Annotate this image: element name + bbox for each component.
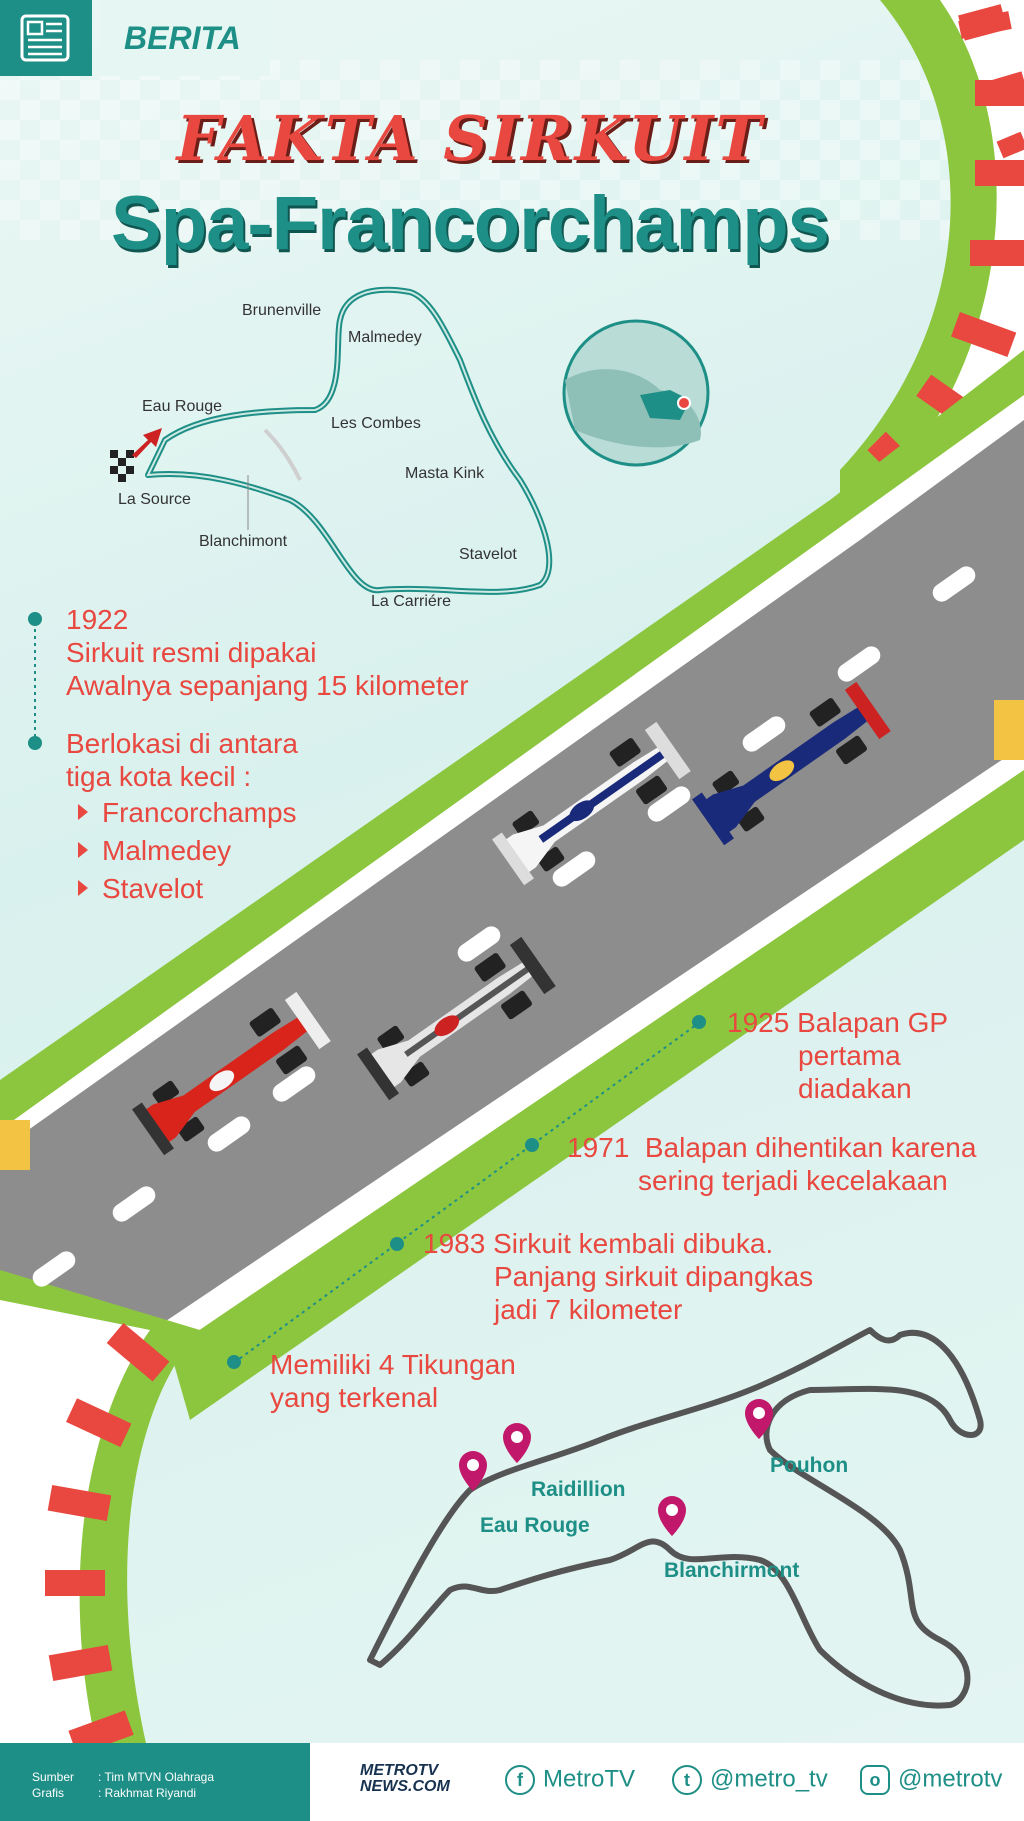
credit-source bbox=[32, 1770, 214, 1784]
fact-tikungan-line-2: yang terkenal bbox=[270, 1382, 439, 1413]
twitter-link[interactable] bbox=[672, 1765, 828, 1795]
fact-1971-line-1: Balapan dihentikan karena bbox=[644, 1132, 977, 1163]
fact-1925-line-3: diadakan bbox=[798, 1073, 912, 1104]
bullet-arrow-icon bbox=[78, 842, 88, 858]
credit-source-value: : Tim MTVN Olahraga bbox=[98, 1770, 215, 1784]
town-label: Francorchamps bbox=[102, 797, 297, 828]
map-label-stavelot: Stavelot bbox=[459, 546, 517, 563]
location-globe bbox=[564, 321, 708, 465]
instagram-icon: o bbox=[860, 1765, 890, 1795]
metrotv-logo[interactable] bbox=[330, 1763, 450, 1795]
fact-1925 bbox=[727, 1006, 948, 1105]
fact-1922-year: 1922 bbox=[66, 604, 129, 635]
fact-1983-line-2: Panjang sirkuit dipangkas bbox=[494, 1261, 814, 1292]
corner-label-eau-rouge: Eau Rouge bbox=[480, 1514, 590, 1537]
fact-1922 bbox=[66, 603, 469, 702]
fact-1922-line-2: Awalnya sepanjang 15 kilometer bbox=[66, 670, 469, 701]
header bbox=[0, 0, 1024, 76]
fact-1925-line-1: 1925 Balapan GP bbox=[727, 1007, 949, 1038]
fact-1983-line-1: 1983 Sirkuit kembali dibuka. bbox=[423, 1228, 774, 1259]
corner-label-blanchirmont: Blanchirmont bbox=[664, 1559, 800, 1582]
footer bbox=[0, 1743, 1024, 1821]
instagram-link[interactable] bbox=[860, 1765, 1002, 1795]
twitter-icon: t bbox=[672, 1765, 702, 1795]
corner-label-raidillion: Raidillion bbox=[531, 1478, 626, 1501]
town-label: Stavelot bbox=[102, 873, 204, 904]
credit-source-key: Sumber bbox=[32, 1770, 75, 1784]
facebook-icon: f bbox=[505, 1765, 535, 1795]
timeline-dot-1925 bbox=[692, 1015, 706, 1029]
fact-1971 bbox=[567, 1131, 976, 1197]
map-label-malmedey: Malmedey bbox=[348, 329, 422, 346]
map-label-blanchimont: Blanchimont bbox=[199, 533, 288, 550]
town-item bbox=[78, 835, 231, 867]
title-line-2: Spa-Francorchamps bbox=[111, 181, 829, 266]
map-label-eau-rouge: Eau Rouge bbox=[142, 398, 223, 415]
instagram-handle: @metrotv bbox=[898, 1765, 1003, 1793]
fact-location-line-1: Berlokasi di antara bbox=[66, 728, 298, 759]
corner-label-pouhon: Pouhon bbox=[770, 1454, 849, 1477]
header-tag-label: BERITA bbox=[124, 19, 241, 56]
fact-1983-line-3: jadi 7 kilometer bbox=[494, 1294, 683, 1325]
facebook-handle: MetroTV bbox=[543, 1765, 636, 1793]
fact-1971-year: 1971 bbox=[567, 1132, 630, 1163]
metrotv-logo-line-2: NEWS.COM bbox=[360, 1778, 450, 1795]
map-label-masta-kink: Masta Kink bbox=[405, 465, 485, 482]
credit-graphic-value: : Rakhmat Riyandi bbox=[98, 1786, 197, 1800]
map-label-les-combes: Les Combes bbox=[331, 415, 421, 432]
twitter-handle: @metro_tv bbox=[710, 1765, 828, 1793]
map-label-brunenville: Brunenville bbox=[242, 302, 322, 319]
timeline-dot-tikungan bbox=[227, 1355, 241, 1369]
fact-1925-line-2: pertama bbox=[798, 1040, 901, 1071]
credits-box bbox=[0, 1743, 310, 1821]
header-icon-box bbox=[0, 0, 92, 76]
town-item bbox=[78, 873, 203, 905]
bullet-arrow-icon bbox=[78, 804, 88, 820]
town-item bbox=[78, 797, 297, 829]
header-tag[interactable] bbox=[100, 0, 270, 76]
timeline-dot-1922 bbox=[28, 612, 42, 626]
fact-tikungan bbox=[270, 1348, 516, 1414]
start-flag-icon bbox=[110, 450, 134, 482]
fact-1983 bbox=[423, 1227, 813, 1326]
fact-tikungan-line-1: Memiliki 4 Tikungan bbox=[270, 1349, 516, 1380]
map-label-la-carriere: La Carriére bbox=[371, 593, 452, 610]
fact-location-line-2: tiga kota kecil : bbox=[66, 761, 252, 792]
metrotv-logo-line-1: METROTV bbox=[360, 1762, 439, 1779]
credit-graphic-key: Grafis bbox=[32, 1786, 65, 1800]
newspaper-icon bbox=[0, 0, 92, 76]
timeline-dot-1983 bbox=[390, 1237, 404, 1251]
title-line-1: FAKTA SIRKUIT bbox=[176, 102, 764, 175]
timeline-dot-location bbox=[28, 736, 42, 750]
map-label-la-source: La Source bbox=[118, 491, 191, 508]
fact-1922-line-1: Sirkuit resmi dipakai bbox=[66, 637, 317, 668]
bullet-arrow-icon bbox=[78, 880, 88, 896]
fact-location bbox=[66, 727, 298, 793]
credit-graphic bbox=[32, 1786, 196, 1800]
facebook-link[interactable] bbox=[505, 1765, 635, 1795]
town-label: Malmedey bbox=[102, 835, 232, 866]
fact-1971-line-2: sering terjadi kecelakaan bbox=[638, 1165, 948, 1196]
timeline-dot-1971 bbox=[525, 1138, 539, 1152]
